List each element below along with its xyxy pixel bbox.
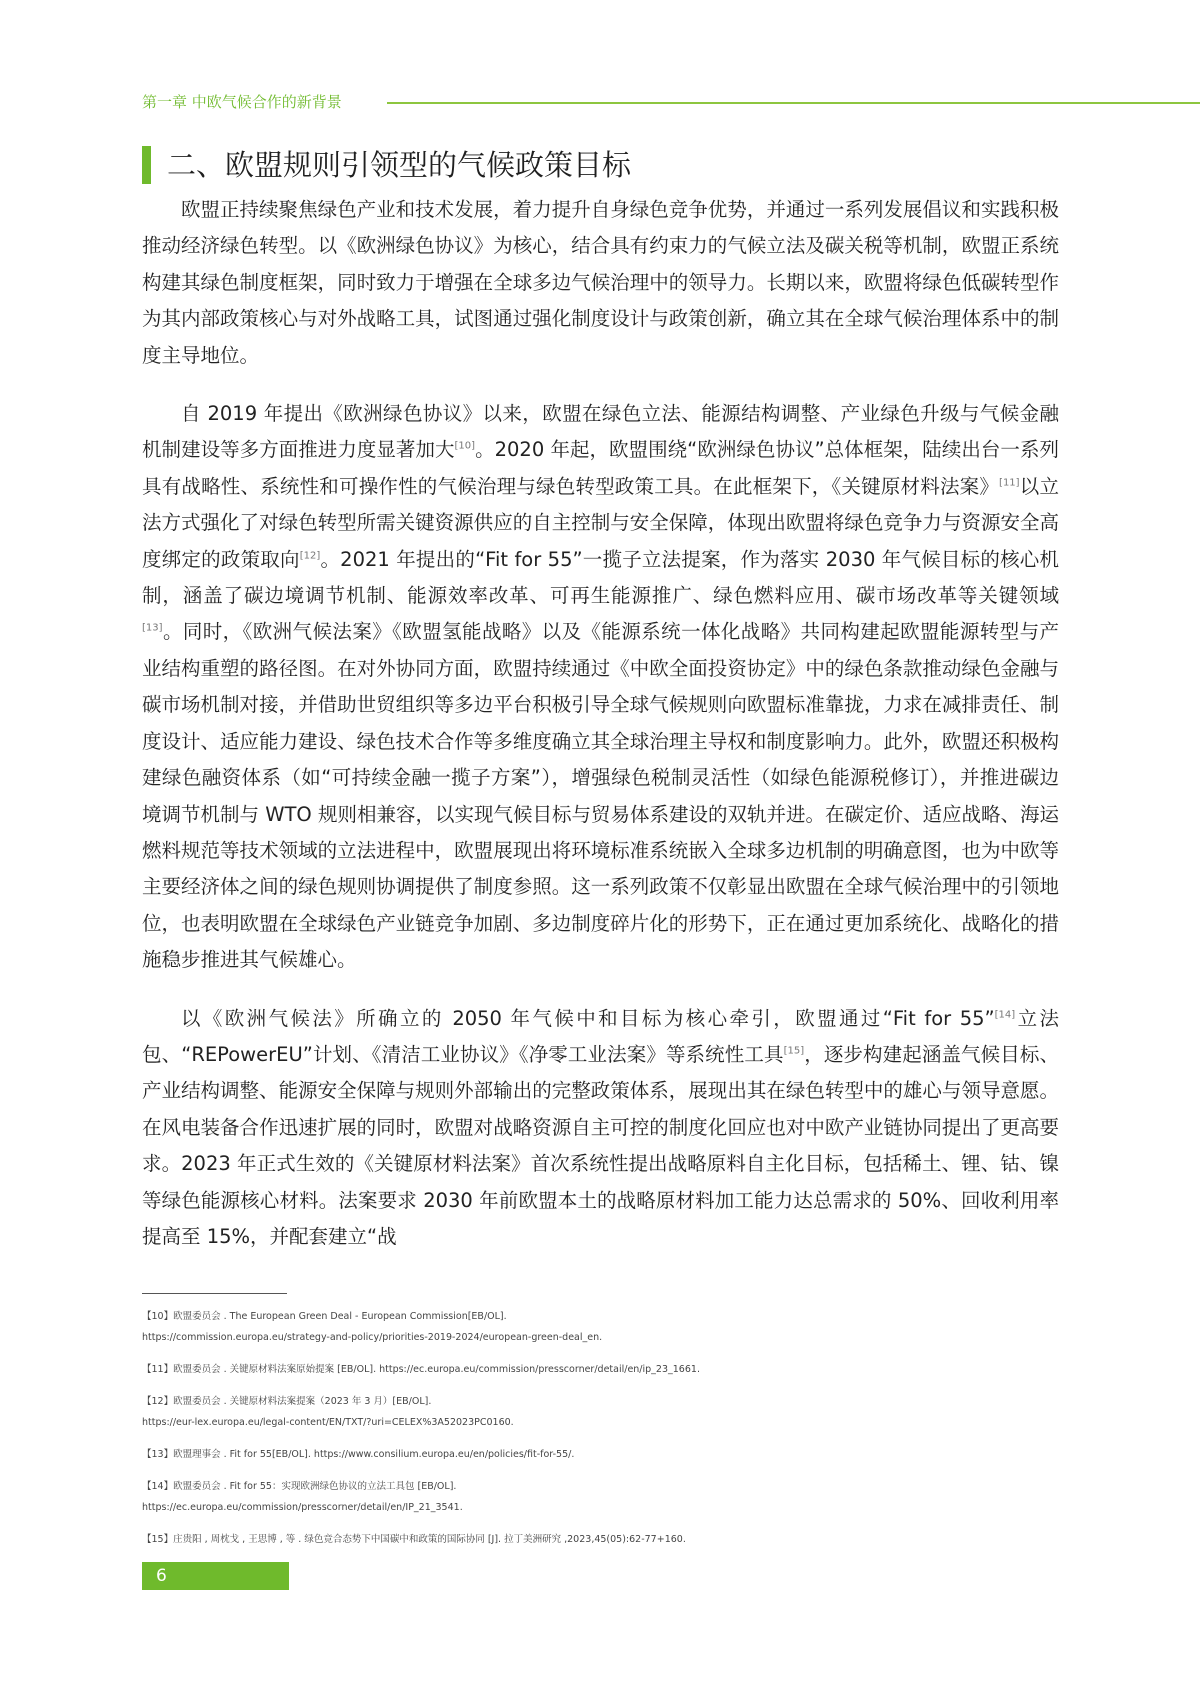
- section-heading: [142, 146, 631, 184]
- footnote-separator: [142, 1293, 287, 1294]
- footnote-14: [142, 1476, 1062, 1518]
- footnote-text: 【14】欧盟委员会 . Fit for 55：实现欧洲绿色协议的立法工具包 [EB/OL].: [142, 1481, 457, 1492]
- footnote-15: [142, 1529, 1062, 1550]
- paragraph-2-text: 。2020 年起，欧盟围绕“欧洲绿色协议”总体框架，陆续出台一系列具有战略性、系统性和可操作性的气候治理与绿色转型政策工具。在此框架下，《关键原材料法案》: [142, 438, 1059, 498]
- footnote-text: 【15】庄贵阳 , 周枕戈 , 王思博 , 等 . 绿色竞合态势下中国碳中和政策的国际协同 [J]. 拉丁美洲研究 ,2023,45(05):62-77+160.: [142, 1534, 686, 1545]
- paragraph-2: [142, 396, 1059, 979]
- citation-10[interactable]: [10]: [454, 440, 476, 452]
- paragraph-2-text: 自 2019 年提出《欧洲绿色协议》以来，欧盟在绿色立法、能源结构调整、产业绿色升级与气候金融机制建设等多方面推进力度显著加大: [142, 402, 1059, 462]
- footnote-12: [142, 1391, 1062, 1433]
- paragraph-3-text: 以《欧洲气候法》所确立的 2050 年气候中和目标为核心牵引，欧盟通过“Fit for 55”: [181, 1006, 995, 1030]
- paragraph-2-text: 。2021 年提出的“Fit for 55”一揽子立法提案，作为落实 2030 年气候目标的核心机制，涵盖了碳边境调节机制、能源效率改革、可再生能源推广、绿色燃料应用、碳市场改革等关键领域: [142, 547, 1059, 608]
- section-heading-text: 二、欧盟规则引领型的气候政策目标: [167, 148, 632, 182]
- footnote-10: [142, 1306, 1062, 1348]
- footnote-text: 【11】欧盟委员会 . 关键原材料法案原始提案 [EB/OL]. https://ec.europa.eu/commission/presscorner/detail/en/ip_23_1661.: [142, 1364, 700, 1375]
- citation-14[interactable]: [14]: [994, 1009, 1016, 1021]
- page-number: 6: [156, 1566, 167, 1586]
- paragraph-2-text: 以立法方式强化了对绿色转型所需关键资源供应的自主控制与安全保障，体现出欧盟将绿色竞争力与资源安全高度绑定的政策取向: [142, 474, 1059, 571]
- footnote-text: 【12】欧盟委员会 . 关键原材料法案提案（2023 年 3 月）[EB/OL].: [142, 1396, 432, 1407]
- heading-accent-bar: [142, 146, 151, 184]
- footnote-text: 【13】欧盟理事会 . Fit for 55[EB/OL]. https://www.consilium.europa.eu/en/policies/fit-for-55/.: [142, 1449, 575, 1460]
- paragraph-2-text: 。同时，《欧洲气候法案》《欧盟氢能战略》以及《能源系统一体化战略》共同构建起欧盟能源转型与产业结构重塑的路径图。在对外协同方面，欧盟持续通过《中欧全面投资协定》中的绿色条款推动绿色金融与碳市场机制对接，并借助世贸组织等多边平台积极引导全球气候规则向欧盟标准靠拢，力求在减排责任、制度设计、适应能力建设、绿色技术合作等多维度确立其全球治理主导权和制度影响力。此外，欧盟还积极构建绿色融资体系（如“可持续金融一揽子方案”），增强绿色税制灵活性（如绿色能源税修订），并推进碳边境调节机制与 WTO 规则相兼容，以实现气候目标与贸易体系建设的双轨并进。在碳定价、适应战略、海运燃料规范等技术领域的立法进程中，欧盟展现出将环境标准系统嵌入全球多边机制的明确意图，也为中欧等主要经济体之间的绿色规则协调提供了制度参照。这一系列政策不仅彰显出欧盟在全球气候治理中的引领地位，也表明欧盟在全球绿色产业链竞争加剧、多边制度碎片化的形势下，正在通过更加系统化、战略化的措施稳步推进其气候雄心。: [142, 620, 1059, 972]
- page-number-box: [142, 1562, 289, 1590]
- citation-11[interactable]: [11]: [999, 477, 1020, 489]
- paragraph-1: 欧盟正持续聚焦绿色产业和技术发展，着力提升自身绿色竞争优势，并通过一系列发展倡议和实践积极推动经济绿色转型。以《欧洲绿色协议》为核心，结合具有约束力的气候立法及碳关税等机制，欧盟正系统构建其绿色制度框架，同时致力于增强在全球多边气候治理中的领导力。长期以来，欧盟将绿色低碳转型作为其内部政策核心与对外战略工具，试图通过强化制度设计与政策创新，确立其在全球气候治理体系中的制度主导地位。: [142, 198, 1059, 367]
- chapter-title: 第一章 中欧气候合作的新背景: [142, 93, 342, 111]
- paragraph-3-text: ，逐步构建起涵盖气候目标、产业结构调整、能源安全保障与规则外部输出的完整政策体系，展现出其在绿色转型中的雄心与领导意愿。在风电装备合作迅速扩展的同时，欧盟对战略资源自主可控的制度化回应也对中欧产业链协同提出了更高要求。2023 年正式生效的《关键原材料法案》首次系统性提出战略原料自主化目标，包括稀土、锂、钴、镍等绿色能源核心材料。法案要求 2030 年前欧盟本土的战略原材料加工能力达总需求的 50%、回收利用率提高至 15%，并配套建立“战: [142, 1042, 1059, 1248]
- footnote-11: [142, 1359, 1062, 1380]
- footnotes: [142, 1306, 1062, 1561]
- citation-15[interactable]: [15]: [783, 1045, 805, 1057]
- citation-12[interactable]: [12]: [299, 550, 321, 562]
- footnote-13: [142, 1444, 1062, 1465]
- footnote-link[interactable]: https://commission.europa.eu/strategy-and-policy/priorities-2019-2024/european-green-deal_en.: [142, 1332, 603, 1343]
- running-header: [142, 90, 1200, 114]
- citation-13[interactable]: [13]: [142, 622, 163, 634]
- footnote-link[interactable]: https://eur-lex.europa.eu/legal-content/EN/TXT/?uri=CELEX%3A52023PC0160.: [142, 1417, 514, 1428]
- paragraph-3-text: 立法包、“REPowerEU”计划、《清洁工业协议》《净零工业法案》等系统性工具: [142, 1006, 1059, 1066]
- body-text: [142, 192, 1059, 1277]
- footnote-link[interactable]: https://ec.europa.eu/commission/presscorner/detail/en/IP_21_3541.: [142, 1502, 463, 1513]
- header-rule: [387, 102, 1200, 104]
- paragraph-3: [142, 1001, 1059, 1256]
- footnote-text: 【10】欧盟委员会 . The European Green Deal - European Commission[EB/OL].: [142, 1311, 507, 1322]
